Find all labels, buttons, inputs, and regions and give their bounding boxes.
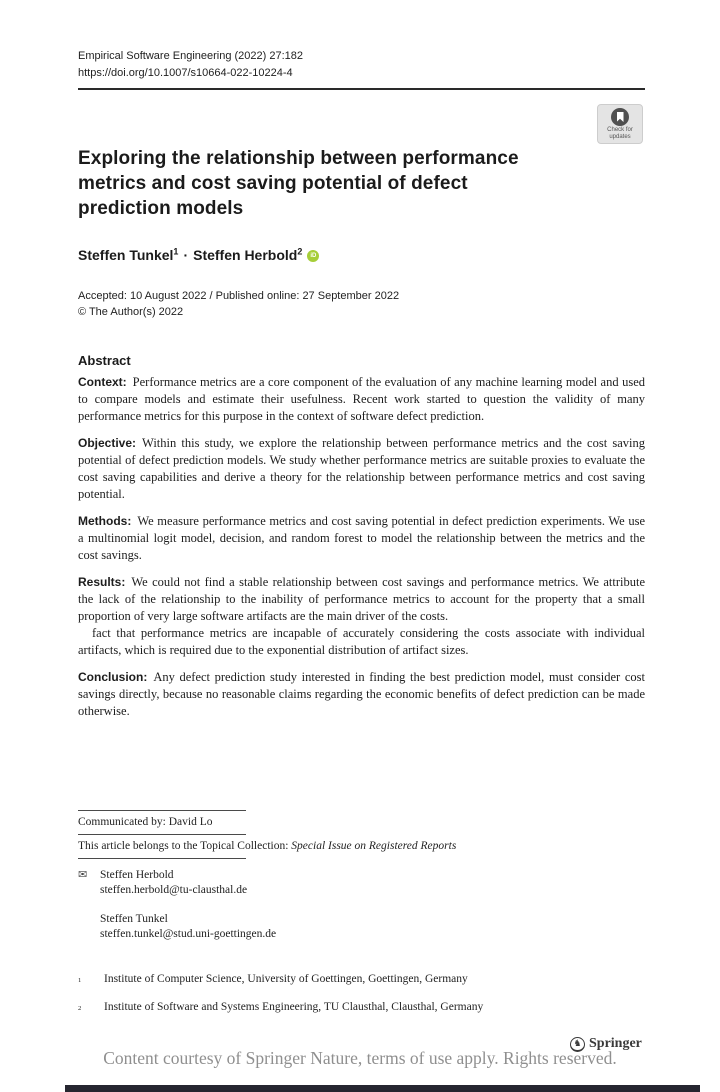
footnote-divider	[78, 858, 246, 859]
journal-citation: Empirical Software Engineering (2022) 27:182	[78, 50, 304, 62]
affiliations-block	[78, 972, 645, 1018]
affiliation-text: Institute of Computer Science, University of Goettingen, Goettingen, Germany	[104, 973, 468, 985]
author-name: Steffen Herbold$^2$	[193, 246, 303, 263]
crossmark-icon	[611, 108, 629, 126]
journal-header	[78, 48, 645, 82]
topical-collection-name: Special Issue on Registered Reports	[291, 840, 457, 852]
check-for-updates-label: Check for updates	[607, 127, 633, 140]
footnote-block	[78, 806, 645, 1027]
doi-link[interactable]: https://doi.org/10.1007/s10664-022-10224-4	[78, 67, 293, 79]
author-line	[78, 246, 645, 263]
abstract-heading: Abstract	[78, 353, 131, 368]
check-for-updates-button[interactable]	[597, 104, 643, 144]
abstract-paragraph-methods: Methods: We measure performance metrics and cost saving potential in defect prediction experiments. We use a multinomial logit model, decision, and random forest to model the relationship between the metrics and the cost savings.	[78, 514, 645, 562]
abstract-paragraph-results: Results: We could not find a stable relationship between cost savings and performance metrics. We attribute the lack of the relationship to the inability of performance metrics to account for the property that a small proportion of very large software artifacts are the main driver of the costs.	[78, 575, 645, 623]
bookmark-icon	[617, 112, 624, 122]
page-bottom-bar	[65, 1085, 700, 1092]
co-author-contact	[78, 912, 645, 942]
correspondence-block	[78, 868, 645, 942]
footnote-divider	[78, 834, 246, 835]
co-author-name: Steffen Tunkel	[100, 913, 168, 925]
author-affiliation-sup: 1	[173, 246, 179, 256]
abstract-paragraph-objective: Objective: Within this study, we explore the relationship between performance metrics and the cost saving potential of defect prediction models. We study whether performance metrics are suitable proxies to evaluate the cost saving capabilities and derive a theory for the relationship between performance metrics and cost saving potential.	[78, 436, 645, 501]
orcid-icon[interactable]: iD	[307, 250, 319, 262]
author-separator: ·	[183, 246, 189, 263]
author-affiliation-sup: 2	[297, 246, 303, 256]
affiliation-item: $^2$ Institute of Software and Systems Engineering, TU Clausthal, Clausthal, Germany	[78, 1000, 645, 1019]
article-meta	[78, 288, 645, 320]
co-author-email[interactable]: steffen.tunkel@stud.uni-goettingen.de	[100, 928, 277, 940]
abstract-paragraph-conclusion: Conclusion: Any defect prediction study interested in finding the best prediction model, must consider cost savings directly, because no reasonable claims regarding the economic benefits of defect prediction can be made otherwise.	[78, 670, 645, 718]
footnote-divider	[78, 810, 246, 811]
header-divider	[78, 88, 645, 90]
topical-collection-line: This article belongs to the Topical Collection: Special Issue on Registered Reports	[78, 840, 457, 852]
springer-horse-icon: ♞	[570, 1037, 585, 1052]
abstract-paragraph-results-continued: fact that performance metrics are incapable of accurately considering the costs associate with individual artifacts, which is required due to the exponential distribution of artifact sizes.	[78, 626, 645, 657]
corresponding-author	[78, 868, 645, 898]
author-name: Steffen Tunkel$^1$	[78, 246, 179, 263]
copyright-line: © The Author(s) 2022	[78, 306, 184, 318]
springer-wordmark: Springer	[589, 1036, 642, 1051]
corresponding-author-name: Steffen Herbold	[100, 869, 174, 881]
communicated-by-line: Communicated by: David Lo	[78, 816, 213, 828]
abstract-section	[78, 353, 645, 730]
abstract-paragraph-context: Context: Performance metrics are a core component of the evaluation of any machine learning model and used to compare models and estimate their usefulness. Recent work started to question the validity of many performance metrics for this purpose in the context of software defect prediction.	[78, 375, 645, 423]
accepted-published-line: Accepted: 10 August 2022 / Published online: 27 September 2022	[78, 290, 400, 302]
envelope-icon: ✉	[78, 869, 88, 881]
content-courtesy-watermark: Content courtesy of Springer Nature, terms of use apply. Rights reserved.	[103, 1048, 617, 1068]
corresponding-author-email[interactable]: steffen.herbold@tu-clausthal.de	[100, 884, 248, 896]
page-title: Exploring the relationship between performance metrics and cost saving potential of defect prediction models	[78, 148, 519, 219]
affiliation-text: Institute of Software and Systems Engineering, TU Clausthal, Clausthal, Germany	[104, 1000, 484, 1013]
affiliation-item: $^1$ Institute of Computer Science, University of Goettingen, Goettingen, Germany	[78, 972, 645, 991]
